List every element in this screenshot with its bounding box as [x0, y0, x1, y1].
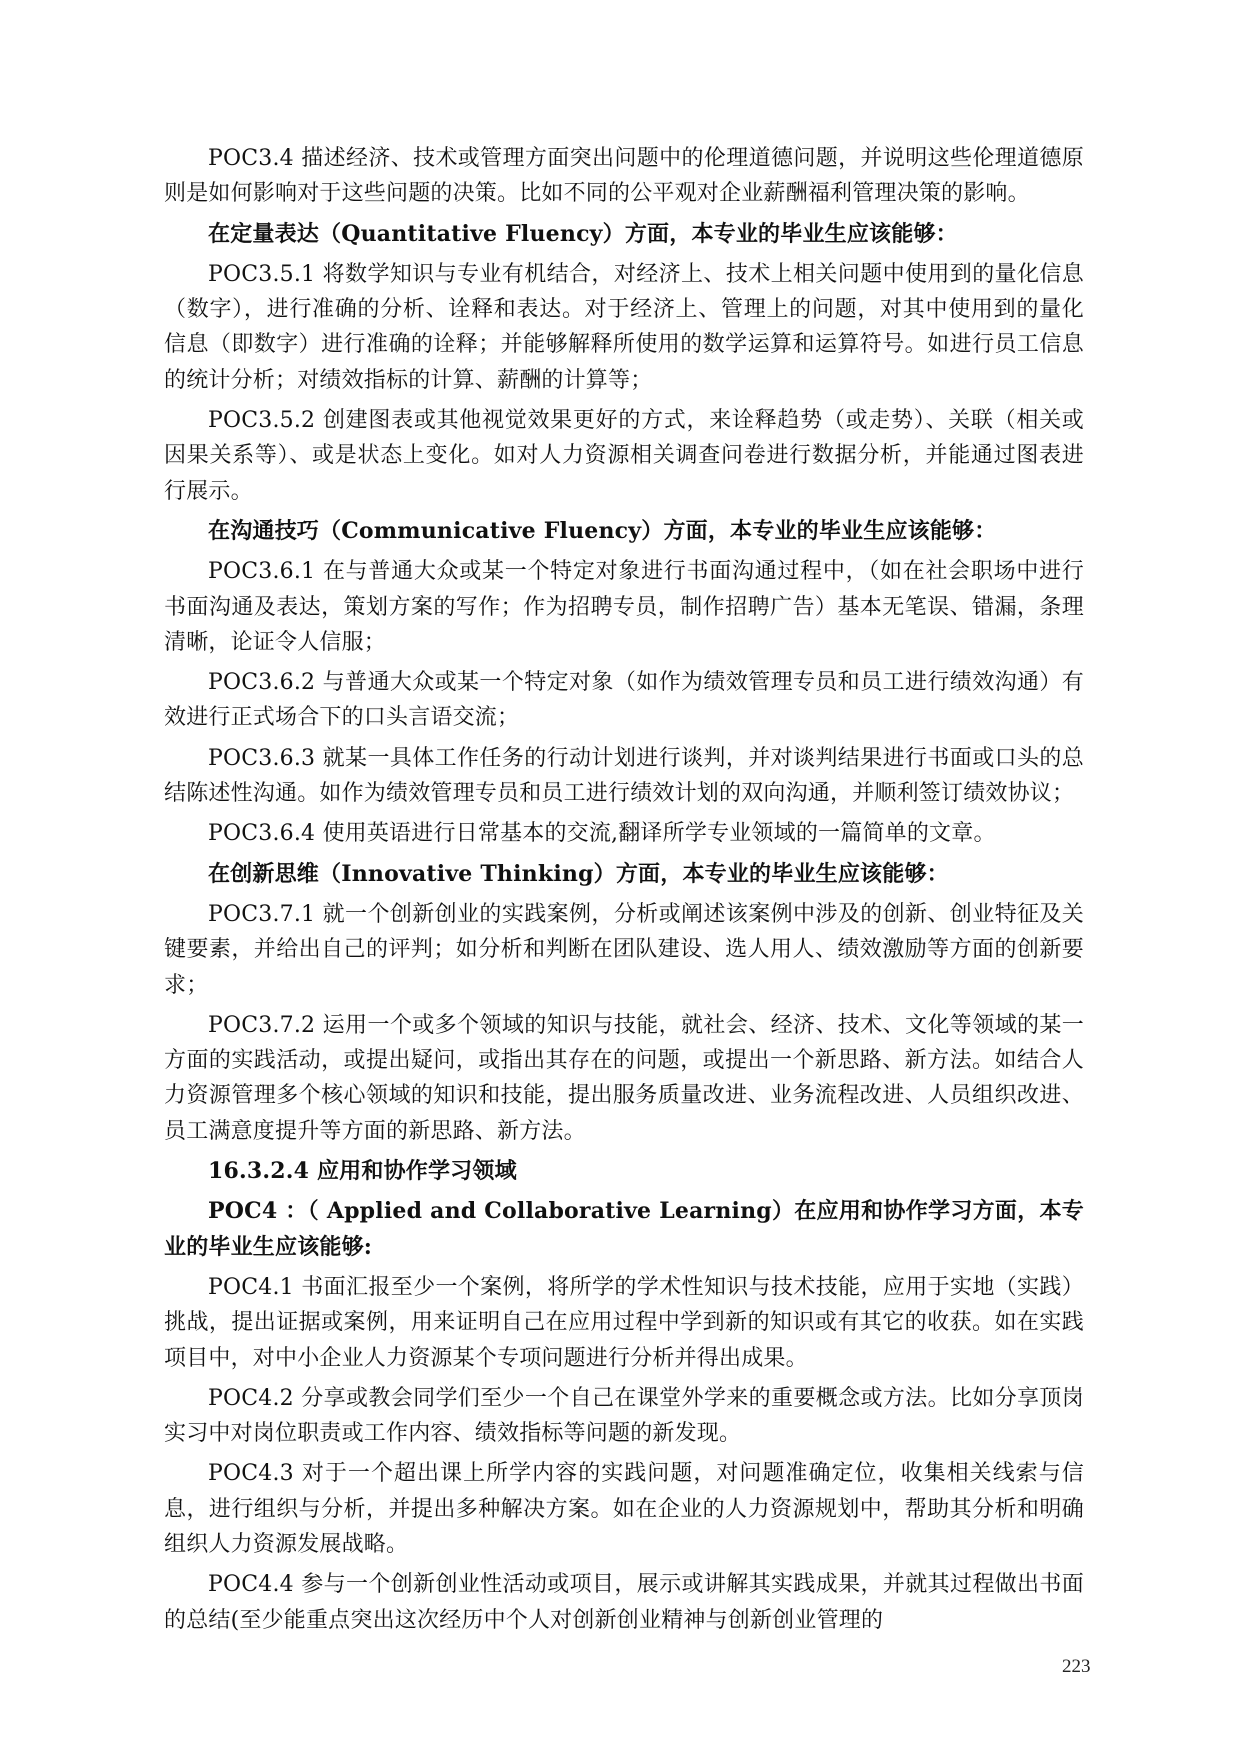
paragraph-poc4-1: POC4.1 书面汇报至少一个案例，将所学的学术性知识与技术技能，应用于实地（实践）挑战，提出证据或案例，用来证明自己在应用过程中学到新的知识或有其它的收获。如在实践项目中，对中小企业人力资源某个专项问题进行分析并得出成果。 — [164, 1274, 1084, 1371]
paragraph-poc3-6-1: POC3.6.1 在与普通大众或某一个特定对象进行书面沟通过程中，（如在社会职场中进行书面沟通及表达，策划方案的写作；作为招聘专员，制作招聘广告）基本无笔误、错漏，条理清晰，论证令人信服； — [164, 559, 1084, 655]
paragraph-poc4-3: POC4.3 对于一个超出课上所学内容的实践问题，对问题准确定位，收集相关线索与信息，进行组织与分析，并提出多种解决方案。如在企业的人力资源规划中，帮助其分析和明确组织人力资源发展战略。 — [164, 1461, 1084, 1557]
heading-innovative-thinking: 在创新思维（Innovative Thinking）方面，本专业的毕业生应该能够： — [208, 860, 949, 887]
document-page — [164, 141, 1084, 1638]
section-heading-16-3-2-4: 16.3.2.4 应用和协作学习领域 — [208, 1158, 517, 1185]
paragraph-poc3-7-1: POC3.7.1 就一个创新创业的实践案例，分析或阐述该案例中涉及的创新、创业特征及关键要素，并给出自己的评判；如分析和判断在团队建设、选人用人、绩效激励等方面的创新要求； — [164, 901, 1084, 998]
paragraph-poc3-6-4: POC3.6.4 使用英语进行日常基本的交流,翻译所学专业领域的一篇简单的文章。 — [208, 821, 996, 847]
paragraph-poc3-5-2: POC3.5.2 创建图表或其他视觉效果更好的方式，来诠释趋势（或走势）、关联（相关或因果关系等）、或是状态上变化。如对人力资源相关调查问卷进行数据分析，并能通过图表进行展示。 — [164, 408, 1084, 504]
paragraph-poc3-6-2: POC3.6.2 与普通大众或某一个特定对象（如作为绩效管理专员和员工进行绩效沟通）有效进行正式场合下的口头言语交流； — [164, 670, 1084, 731]
page-number: 223 — [1062, 1656, 1091, 1677]
heading-poc4: POC4 ：（ Applied and Collaborative Learning）在应用和协作学习方面，本专业的毕业生应该能够: — [164, 1198, 1084, 1260]
heading-quantitative-fluency: 在定量表达（Quantitative Fluency）方面，本专业的毕业生应该能够： — [208, 220, 958, 247]
paragraph-poc3-6-3: POC3.6.3 就某一具体工作任务的行动计划进行谈判，并对谈判结果进行书面或口头的总结陈述性沟通。如作为绩效管理专员和员工进行绩效计划的双向沟通，并顺利签订绩效协议； — [164, 745, 1084, 807]
paragraph-poc3-4: POC3.4 描述经济、技术或管理方面突出问题中的伦理道德问题，并说明这些伦理道德原则是如何影响对于这些问题的决策。比如不同的公平观对企业薪酬福利管理决策的影响。 — [164, 146, 1084, 207]
paragraph-poc4-4: POC4.4 参与一个创新创业性活动或项目，展示或讲解其实践成果，并就其过程做出书面的总结(至少能重点突出这次经历中个人对创新创业精神与创新创业管理的 — [164, 1572, 1084, 1633]
paragraph-poc3-5-1: POC3.5.1 将数学知识与专业有机结合，对经济上、技术上相关问题中使用到的量化信息（数字），进行准确的分析、诠释和表达。对于经济上、管理上的问题，对其中使用到的量化信息（即数字）进行准确的诠释；并能够解释所使用的数学运算和运算符号。如进行员工信息的统计分析；对绩效指标的计算、薪酬的计算等； — [164, 261, 1084, 393]
paragraph-poc3-7-2: POC3.7.2 运用一个或多个领域的知识与技能，就社会、经济、技术、文化等领域的某一方面的实践活动，或提出疑问，或指出其存在的问题，或提出一个新思路、新方法。如结合人力资源管理多个核心领域的知识和技能，提出服务质量改进、业务流程改进、人员组织改进、员工满意度提升等方面的新思路、新方法。 — [164, 1012, 1084, 1144]
heading-communicative-fluency: 在沟通技巧（Communicative Fluency）方面，本专业的毕业生应该能够： — [208, 517, 997, 544]
paragraph-poc4-2: POC4.2 分享或教会同学们至少一个自己在课堂外学来的重要概念或方法。比如分享顶岗实习中对岗位职责或工作内容、绩效指标等问题的新发现。 — [164, 1385, 1084, 1447]
